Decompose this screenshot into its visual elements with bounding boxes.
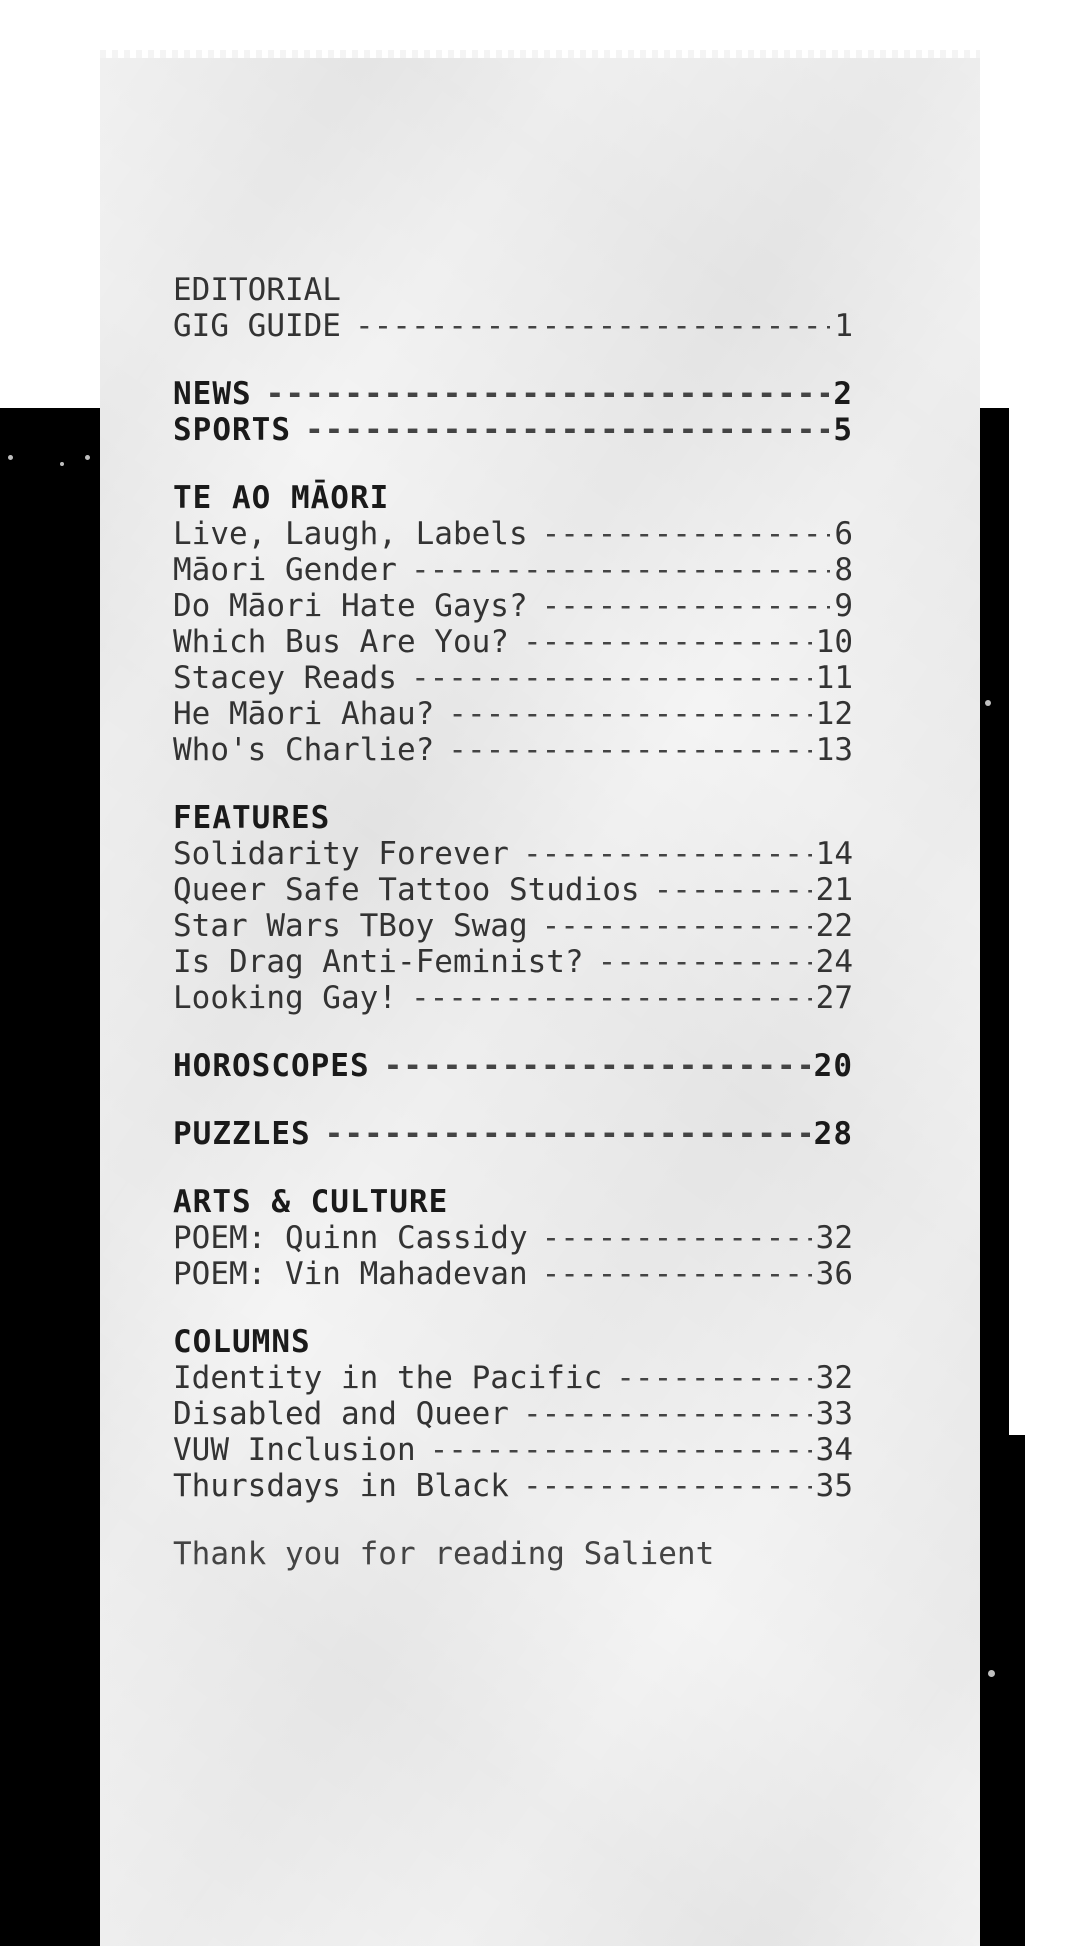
toc-page-number: 34 bbox=[815, 1432, 853, 1468]
dot-leader bbox=[523, 624, 812, 660]
background-block-right bbox=[975, 408, 1009, 1438]
toc-entry-label: Which Bus Are You? bbox=[173, 624, 509, 660]
dot-leader bbox=[523, 1396, 812, 1432]
toc-heading-arts-culture bbox=[173, 1184, 853, 1220]
toc-entry-label: Queer Safe Tattoo Studios bbox=[173, 872, 640, 908]
dot-leader bbox=[448, 696, 811, 732]
toc-entry bbox=[173, 944, 853, 980]
toc-entry-label: Do Māori Hate Gays? bbox=[173, 588, 528, 624]
toc-section-editorial bbox=[173, 272, 853, 344]
dot-leader bbox=[542, 588, 831, 624]
toc-entry-label: Stacey Reads bbox=[173, 660, 397, 696]
dot-leader bbox=[266, 376, 830, 412]
toc-entry bbox=[173, 696, 853, 732]
dot-leader bbox=[384, 1048, 810, 1084]
paper-speck bbox=[60, 462, 64, 466]
toc-entry bbox=[173, 732, 853, 768]
background-block-right-lower bbox=[975, 1435, 1025, 1946]
dot-leader bbox=[523, 836, 812, 872]
toc-page-number: 14 bbox=[815, 836, 853, 872]
dot-leader bbox=[616, 1360, 811, 1396]
dot-leader bbox=[542, 908, 812, 944]
toc-entry-label: Star Wars TBoy Swag bbox=[173, 908, 528, 944]
toc-entry-label: Thursdays in Black bbox=[173, 1468, 509, 1504]
toc-entry-label: Is Drag Anti-Feminist? bbox=[173, 944, 584, 980]
dot-leader bbox=[654, 872, 812, 908]
toc-entry bbox=[173, 1220, 853, 1256]
toc-entry bbox=[173, 1396, 853, 1432]
toc-page-number: 32 bbox=[815, 1360, 853, 1396]
toc-section-columns bbox=[173, 1324, 853, 1504]
toc-entry-label: VUW Inclusion bbox=[173, 1432, 416, 1468]
dot-leader bbox=[542, 516, 831, 552]
table-of-contents bbox=[173, 272, 853, 1572]
toc-page-number: 1 bbox=[834, 308, 853, 344]
dot-leader bbox=[355, 308, 830, 344]
toc-entry bbox=[173, 660, 853, 696]
dot-leader bbox=[542, 1256, 812, 1292]
toc-heading-features bbox=[173, 800, 853, 836]
toc-entry bbox=[173, 1468, 853, 1504]
toc-entry-label: NEWS bbox=[173, 376, 252, 412]
toc-page-number: 12 bbox=[815, 696, 853, 732]
toc-entry-gig-guide bbox=[173, 308, 853, 344]
toc-entry bbox=[173, 1360, 853, 1396]
toc-entry-label: Looking Gay! bbox=[173, 980, 397, 1016]
toc-entry-editorial bbox=[173, 272, 853, 308]
dot-leader bbox=[411, 980, 812, 1016]
toc-entry bbox=[173, 552, 853, 588]
dot-leader bbox=[542, 1220, 812, 1256]
toc-entry-label: Solidarity Forever bbox=[173, 836, 509, 872]
toc-heading-te-ao-maori bbox=[173, 480, 853, 516]
toc-entry-label: Live, Laugh, Labels bbox=[173, 516, 528, 552]
toc-entry bbox=[173, 516, 853, 552]
toc-entry bbox=[173, 872, 853, 908]
footer-text: Thank you for reading Salient bbox=[173, 1536, 715, 1572]
toc-page-number: 11 bbox=[815, 660, 853, 696]
toc-entry-label: GIG GUIDE bbox=[173, 308, 341, 344]
toc-page-number: 28 bbox=[813, 1116, 853, 1152]
toc-entry-label: EDITORIAL bbox=[173, 272, 341, 308]
toc-entry-label: Māori Gender bbox=[173, 552, 397, 588]
paper-speck bbox=[8, 455, 13, 460]
toc-page-number: 35 bbox=[815, 1468, 853, 1504]
toc-entry-label: SPORTS bbox=[173, 412, 291, 448]
paper-speck bbox=[988, 1670, 995, 1677]
toc-page-number: 8 bbox=[834, 552, 853, 588]
toc-entry bbox=[173, 1256, 853, 1292]
toc-entry-label: HOROSCOPES bbox=[173, 1048, 370, 1084]
toc-page-number: 13 bbox=[815, 732, 853, 768]
toc-page-number: 6 bbox=[834, 516, 853, 552]
toc-entry-label: He Māori Ahau? bbox=[173, 696, 435, 732]
toc-page-number: 2 bbox=[833, 376, 853, 412]
toc-entry bbox=[173, 588, 853, 624]
toc-section-arts-culture bbox=[173, 1184, 853, 1292]
toc-entry bbox=[173, 1432, 853, 1468]
toc-section-heading: TE AO MĀORI bbox=[173, 480, 390, 516]
toc-entry-label: PUZZLES bbox=[173, 1116, 311, 1152]
toc-page-number: 10 bbox=[815, 624, 853, 660]
paper-speck bbox=[985, 700, 991, 706]
toc-entry-label: Disabled and Queer bbox=[173, 1396, 509, 1432]
toc-section-heading: FEATURES bbox=[173, 800, 331, 836]
toc-entry-sports bbox=[173, 412, 853, 448]
toc-page-number: 20 bbox=[813, 1048, 853, 1084]
paper-speck bbox=[85, 455, 90, 460]
toc-entry bbox=[173, 980, 853, 1016]
toc-section-news-sports bbox=[173, 376, 853, 448]
toc-page-number: 33 bbox=[815, 1396, 853, 1432]
toc-page-number: 22 bbox=[815, 908, 853, 944]
toc-entry-puzzles bbox=[173, 1116, 853, 1152]
toc-entry-news bbox=[173, 376, 853, 412]
toc-section-horoscopes bbox=[173, 1048, 853, 1084]
toc-page-number: 24 bbox=[815, 944, 853, 980]
toc-entry-label: POEM: Quinn Cassidy bbox=[173, 1220, 528, 1256]
toc-heading-columns bbox=[173, 1324, 853, 1360]
dot-leader bbox=[523, 1468, 812, 1504]
dot-leader bbox=[305, 412, 829, 448]
toc-section-puzzles bbox=[173, 1116, 853, 1152]
dot-leader bbox=[411, 552, 830, 588]
receipt-footer bbox=[173, 1536, 853, 1572]
toc-section-heading: COLUMNS bbox=[173, 1324, 311, 1360]
dot-leader bbox=[448, 732, 811, 768]
toc-page-number: 36 bbox=[815, 1256, 853, 1292]
toc-entry-horoscopes bbox=[173, 1048, 853, 1084]
toc-page-number: 32 bbox=[815, 1220, 853, 1256]
toc-entry-label: Who's Charlie? bbox=[173, 732, 435, 768]
toc-entry-label: Identity in the Pacific bbox=[173, 1360, 603, 1396]
toc-entry bbox=[173, 624, 853, 660]
toc-page-number: 9 bbox=[834, 588, 853, 624]
toc-section-te-ao-maori bbox=[173, 480, 853, 768]
toc-entry bbox=[173, 836, 853, 872]
toc-page-number: 21 bbox=[815, 872, 853, 908]
toc-entry bbox=[173, 908, 853, 944]
dot-leader bbox=[411, 660, 812, 696]
dot-leader bbox=[598, 944, 812, 980]
toc-section-heading: ARTS & CULTURE bbox=[173, 1184, 449, 1220]
toc-entry-label: POEM: Vin Mahadevan bbox=[173, 1256, 528, 1292]
toc-page-number: 5 bbox=[833, 412, 853, 448]
toc-page-number: 27 bbox=[815, 980, 853, 1016]
dot-leader bbox=[430, 1432, 812, 1468]
background-block-left bbox=[0, 408, 102, 1946]
toc-section-features bbox=[173, 800, 853, 1016]
dot-leader bbox=[325, 1116, 810, 1152]
